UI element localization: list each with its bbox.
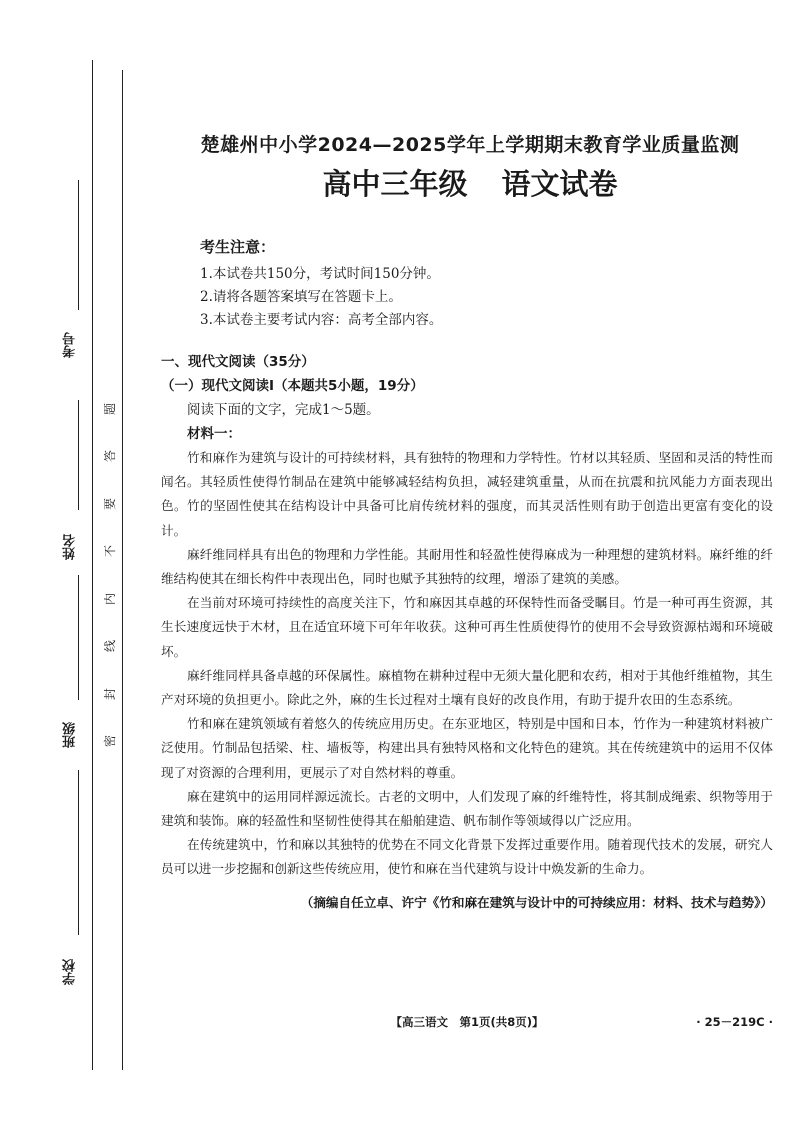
notice-heading: 考生注意： xyxy=(200,238,276,256)
section-title: 一、现代文阅读（35分） xyxy=(161,354,315,370)
page-footer xyxy=(161,1014,773,1036)
name-label: 姓名 xyxy=(63,534,78,560)
paragraph: 在当前对环境可持续性的高度关注下，竹和麻因其卓越的环保特性而备受瞩目。竹是一种可再生资源，其生长速度远快于木材，且在适宜环境下可年年收获。这种可再生性质使得竹的使用不会导致资源枯竭和环境破坏。 xyxy=(161,595,773,659)
candidate-notice xyxy=(200,236,760,332)
binding-line-inner xyxy=(122,70,123,1070)
subject-label: 语文试卷 xyxy=(501,167,618,201)
notice-item: 2.请将各题答案填写在答题卡上。 xyxy=(200,289,402,305)
paragraph: 竹和麻作为建筑与设计的可持续材料，具有独特的物理和力学特性。竹材以其轻质、坚固和灵活的特性而闻名。其轻质性使得竹制品在建筑中能够减轻结构负担，减轻建筑重量，从而在抗震和抗风能力方面表现出色。竹的坚固性使其在结构设计中具备可比肩传统材料的强度，而其灵活性则有助于创造出更富有变化的设计。 xyxy=(161,450,773,538)
paragraph: 竹和麻在建筑领域有着悠久的传统应用历史。在东亚地区，特别是中国和日本，竹作为一种建筑材料被广泛使用。竹制品包括梁、柱、墙板等，构建出具有独特风格和文化特色的建筑。其在传统建筑中的运用不仅体现了对资源的合理利用，更展示了对自然材料的尊重。 xyxy=(161,716,773,780)
exam-number-fill-line[interactable] xyxy=(78,180,79,310)
paragraph: 在传统建筑中，竹和麻以其独特的优势在不同文化背景下发挥过重要作用。随着现代技术的发展，研究人员可以进一步挖掘和创新这些传统应用，使竹和麻在当代建筑与设计中焕发新的生命力。 xyxy=(161,837,773,877)
exam-subtitle xyxy=(150,162,790,203)
material-text xyxy=(161,446,773,882)
seal-char: 不 xyxy=(102,545,117,558)
page-number: 【高三语文 第1页(共8页)】 xyxy=(390,1015,544,1029)
question-section xyxy=(161,350,773,914)
seal-char: 答 xyxy=(102,450,117,463)
paragraph: 麻在建筑中的运用同样源远流长。古老的文明中，人们发现了麻的纤维特性，将其制成绳索、织物等用于建筑和装饰。麻的轻盈性和坚韧性使得其在船舶建造、帆布制作等领域得以广泛应用。 xyxy=(161,788,773,829)
seal-char: 线 xyxy=(102,640,117,653)
exam-title: 楚雄州中小学2024—2025学年上学期期末教育学业质量监测 xyxy=(200,134,740,156)
seal-warning xyxy=(101,400,119,750)
notice-item: 1.本试卷共150分，考试时间150分钟。 xyxy=(200,266,440,282)
material-source: （摘编自任立卓、许宁《竹和麻在建筑与设计中的可持续应用：材料、技术与趋势》） xyxy=(300,894,773,910)
class-fill-line[interactable] xyxy=(78,575,79,700)
grade-label: 高中三年级 xyxy=(322,167,468,201)
notice-item: 3.本试卷主要考试内容：高考全部内容。 xyxy=(200,312,443,328)
seal-char: 封 xyxy=(102,687,117,700)
subsection-title: （一）现代文阅读Ⅰ（本题共5小题，19分） xyxy=(161,378,424,394)
paragraph: 麻纤维同样具备卓越的环保属性。麻植物在耕种过程中无须大量化肥和农药，相对于其他纤维植物，其生产对环境的负担更小。除此之外，麻的生长过程对土壤有良好的改良作用，有助于提升农田的生态系统。 xyxy=(161,667,773,708)
reading-instruction: 阅读下面的文字，完成1～5题。 xyxy=(187,402,380,418)
binding-line-outer xyxy=(92,60,93,1070)
school-fill-line[interactable] xyxy=(78,770,79,935)
paragraph: 麻纤维同样具有出色的物理和力学性能。其耐用性和轻盈性使得麻成为一种理想的建筑材料。麻纤维的纤维结构使其在细长构件中表现出色，同时也赋予其独特的纹理，增添了建筑的美感。 xyxy=(161,546,773,587)
school-label: 学校 xyxy=(63,959,78,985)
exam-code: · 25－219C · xyxy=(696,1015,773,1029)
class-label: 班级 xyxy=(63,722,78,748)
exam-number-label: 考号 xyxy=(63,332,78,358)
seal-char: 要 xyxy=(102,497,117,510)
name-fill-line[interactable] xyxy=(78,400,79,510)
seal-char: 题 xyxy=(102,402,117,416)
seal-char: 内 xyxy=(102,592,117,605)
seal-char: 密 xyxy=(102,734,117,747)
material-heading: 材料一： xyxy=(187,426,241,442)
